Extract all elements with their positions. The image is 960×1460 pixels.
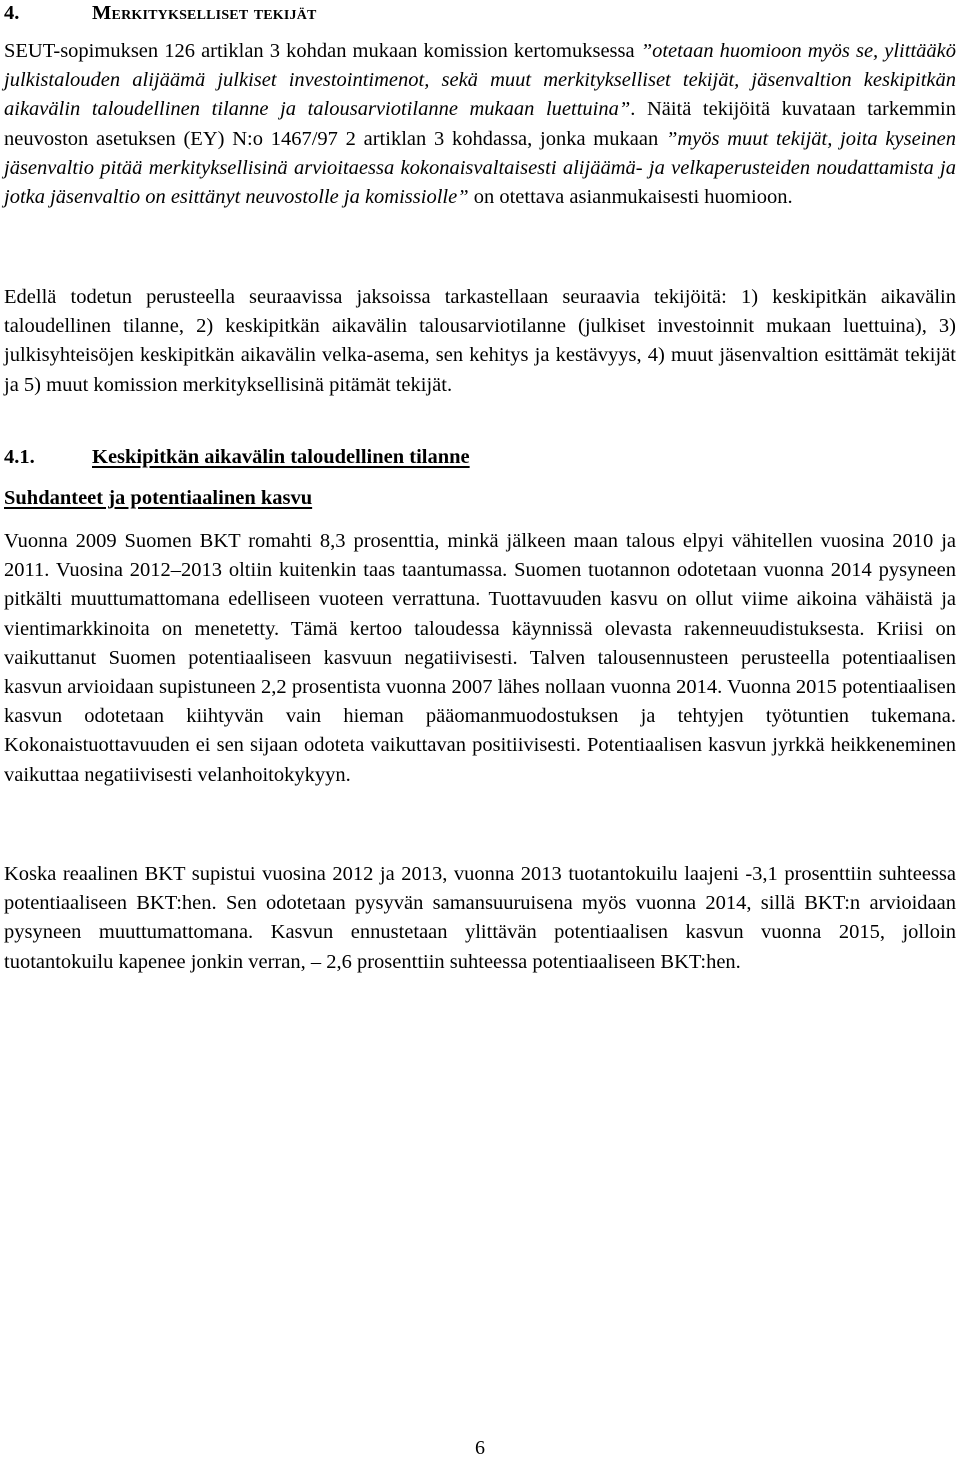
paragraph1-text-2: . Näitä tekijöitä kuvataan tarkemmin neuvoston asetuksen (EY) N:o 1467/97 2 artiklan 3 kohdassa, jonka mukaan [4, 98, 956, 150]
paragraph1-text-1: SEUT-sopimuksen 126 artiklan 3 kohdan mukaan komission kertomuksessa [4, 40, 641, 62]
section-title: Merkitykselliset tekijät [92, 2, 317, 24]
section-heading [4, 0, 317, 26]
paragraph-business-cycle: Vuonna 2009 Suomen BKT romahti 8,3 prosenttia, minkä jälkeen maan talous elpyi vähitellen vuosina 2010 ja 2011. Vuosina 2012–2013 oltiin kuitenkin taas taantumassa. Suomen tuotannon odotetaan vuonna 2014 pysyneen pitkälti muuttumattomana edelliseen vuoteen verrattuna. Tuottavuuden kasvu on ollut viime aikoina vähäistä ja vientimarkkinoita on menetetty. Tämä kertoo taloudessa käynnissä olevasta rakenneuudistuksesta. Kriisi on vaikuttanut Suomen potentiaaliseen kasvuun negatiivisesti. Talven talousennusteen perusteella potentiaalisen kasvun arvioidaan supistuneen 2,2 prosentista vuonna 2007 lähes nollaan vuonna 2014. Vuonna 2015 potentiaalisen kasvun odotetaan kiihtyvän vain hieman pääomanmuodostuksen ja tehtyjen työtuntien tukemana. Kokonaistuottavuuden ei sen sijaan odoteta vaikuttavan positiivisesti. Potentiaalisen kasvun jyrkkä heikkeneminen vaikuttaa negatiivisesti velanhoitokykyyn. [4, 530, 956, 786]
subsection-title: Keskipitkän aikavälin taloudellinen tilanne [92, 446, 470, 468]
topic-heading: Suhdanteet ja potentiaalinen kasvu [4, 487, 313, 509]
paragraph1-text-3: on otettava asianmukaisesti huomioon. [468, 186, 793, 209]
paragraph-factors-overview: Edellä todetun perusteella seuraavissa jaksoissa tarkastellaan seuraavia tekijöitä: 1) keskipitkän aikavälin taloudellinen tilanne, 2) keskipitkän aikavälin talousarviotilanne (julkiset investoinnit mukaan luettuina), 3) julkisyhteisöjen keskipitkän aikavälin velka-asema, sen kehitys ja kestävyys, 4) muut jäsenvaltion esittämät tekijät ja 5) muut komission merkityksellisinä pitämät tekijät. [4, 286, 956, 396]
paragraph-output-gap: Koska reaalinen BKT supistui vuosina 2012 ja 2013, vuonna 2013 tuotantokuilu laajeni -3,1 prosenttiin suhteessa potentiaaliseen BKT:hen. Sen odotetaan pysyvän samansuuruisena myös vuonna 2014, sillä BKT:n arvioidaan pysyneen muuttumattomana. Kasvun ennustetaan ylittävän potentiaalisen kasvun vuonna 2015, jolloin tuotantokuilu kapenee jonkin verran, – 2,6 prosenttiin suhteessa potentiaaliseen BKT:hen. [4, 863, 956, 973]
page-number: 6 [475, 1437, 485, 1459]
paragraph1-quote-1: ”otetaan huomioon myös se, ylittääkö julkistalouden alijäämä julkiset investointimenot, sekä muut merkitykselliset tekijät, jäsenvaltion keskipitkän aikavälin taloudellinen tilanne ja talousarviotilanne mukaan luettuina” [4, 40, 956, 121]
subsection-number: 4.1. [4, 446, 35, 468]
subsection-heading [4, 443, 470, 472]
paragraph1-quote-2: ”myös muut tekijät, joita kyseinen jäsenvaltio pitää merkityksellisinä arvioitaessa kokonaisvaltaisesti alijäämä- ja velkaperusteiden noudattamista ja jotka jäsenvaltio on esittänyt neuvostolle ja komissiolle” [4, 127, 956, 209]
paragraph-legal-basis [4, 37, 956, 212]
section-number: 4. [4, 2, 20, 24]
